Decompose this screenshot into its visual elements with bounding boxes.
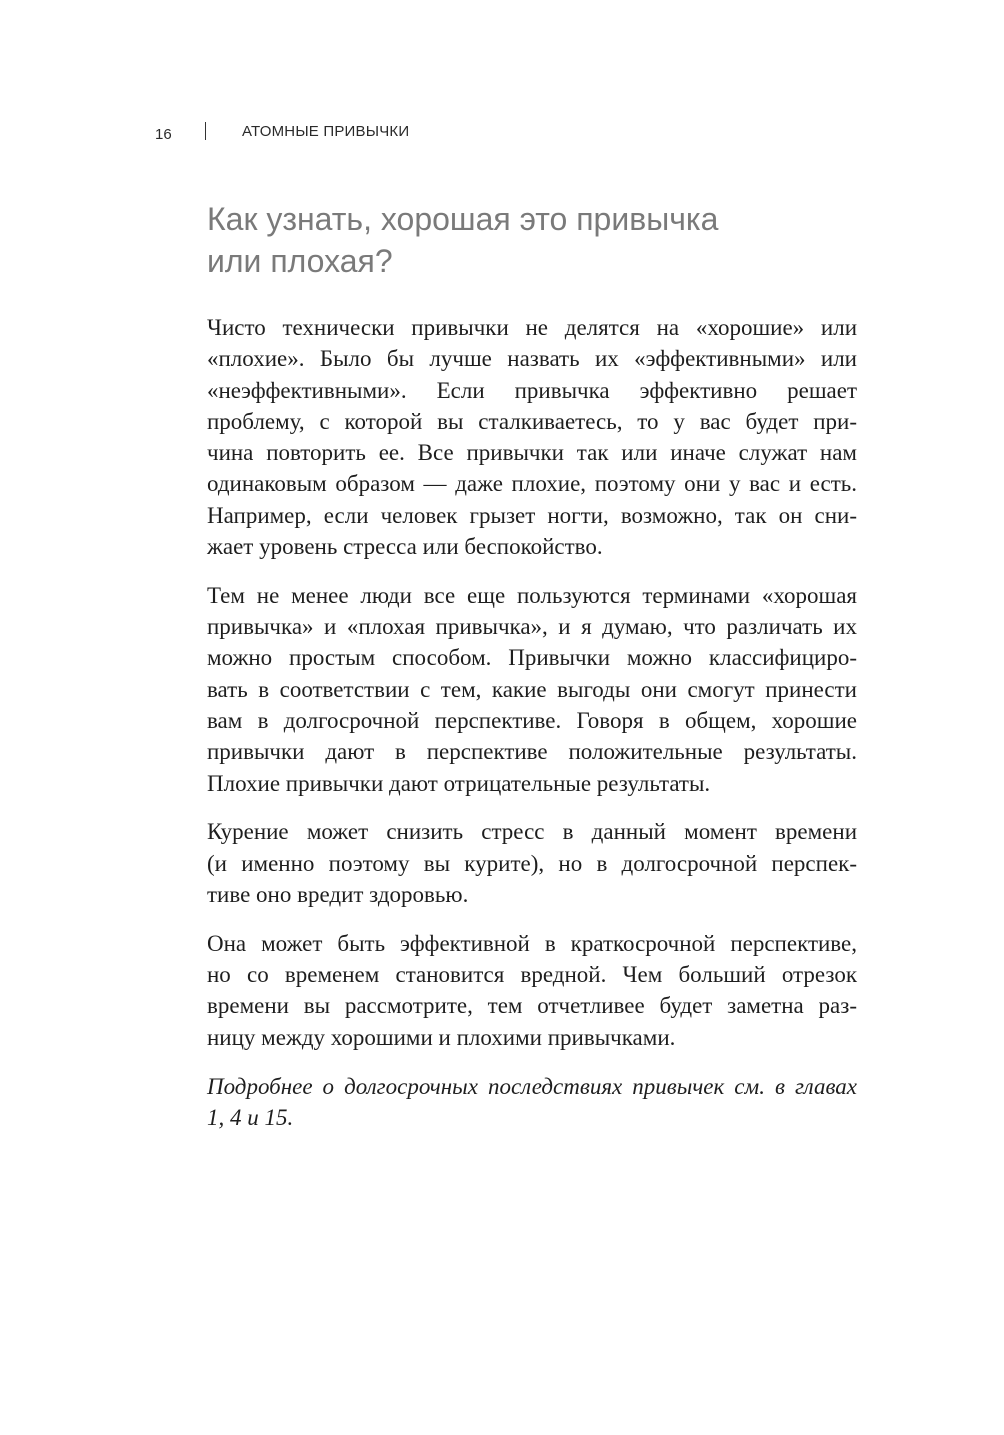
text-line: Курение может снизить стресс в данный момент времени [207, 819, 857, 845]
paragraph [207, 816, 857, 910]
text-line: времени вы рассмотрите, тем отчетливее будет заметна раз- [207, 993, 857, 1019]
text-line: чина повторить ее. Все привычки так или иначе служат нам [207, 440, 857, 466]
heading-line: или плохая? [207, 243, 393, 279]
text-line: но со временем становится вредной. Чем больший отрезок [207, 962, 857, 988]
paragraph [207, 928, 857, 1053]
text-line: привычка» и «плохая привычка», и я думаю, что различать их [207, 614, 857, 640]
text-line: вать в соответствии с тем, какие выгоды они смогут принести [207, 676, 857, 702]
section-heading [207, 198, 718, 282]
paragraph [207, 312, 857, 562]
text-line: одинаковым образом — даже плохие, поэтому они у вас и есть. [207, 471, 857, 497]
paragraph [207, 580, 857, 799]
text-line: 1, 4 и 15. [207, 1104, 294, 1130]
text-line: ницу между хорошими и плохими привычками. [207, 1024, 676, 1050]
text-line: «плохие». Было бы лучше назвать их «эффективными» или [207, 346, 857, 372]
text-line: проблему, с которой вы сталкиваетесь, то у вас будет при- [207, 408, 857, 434]
text-line: вам в долгосрочной перспективе. Говоря в общем, хорошие [207, 708, 857, 734]
text-line: Она может быть эффективной в краткосрочной перспективе, [207, 930, 857, 956]
text-line: Тем не менее люди все еще пользуются терминами «хорошая [207, 582, 857, 608]
text-line: (и именно поэтому вы курите), но в долгосрочной перспек- [207, 850, 857, 876]
text-line: Например, если человек грызет ногти, возможно, так он сни- [207, 502, 857, 528]
text-line: привычки дают в перспективе положительные результаты. [207, 739, 857, 765]
heading-line: Как узнать, хорошая это привычка [207, 201, 719, 237]
running-title: АТОМНЫЕ ПРИВЫЧКИ [242, 123, 410, 140]
text-line: можно простым способом. Привычки можно классифициро- [207, 645, 857, 671]
text-line: Подробнее о долгосрочных последствиях привычек см. в главах [207, 1073, 857, 1099]
text-line: Чисто технически привычки не делятся на «хорошие» или [207, 315, 857, 340]
cross-reference-note [207, 1071, 857, 1134]
body-text [207, 312, 857, 1151]
text-line: тиве оно вредит здоровью. [207, 882, 469, 908]
text-line: Плохие привычки дают отрицательные результаты. [207, 770, 711, 796]
text-line: «неэффективными». Если привычка эффективно решает [207, 377, 857, 403]
text-line: жает уровень стресса или беспокойство. [207, 534, 603, 560]
header-divider [205, 122, 206, 140]
page-number: 16 [155, 126, 172, 143]
